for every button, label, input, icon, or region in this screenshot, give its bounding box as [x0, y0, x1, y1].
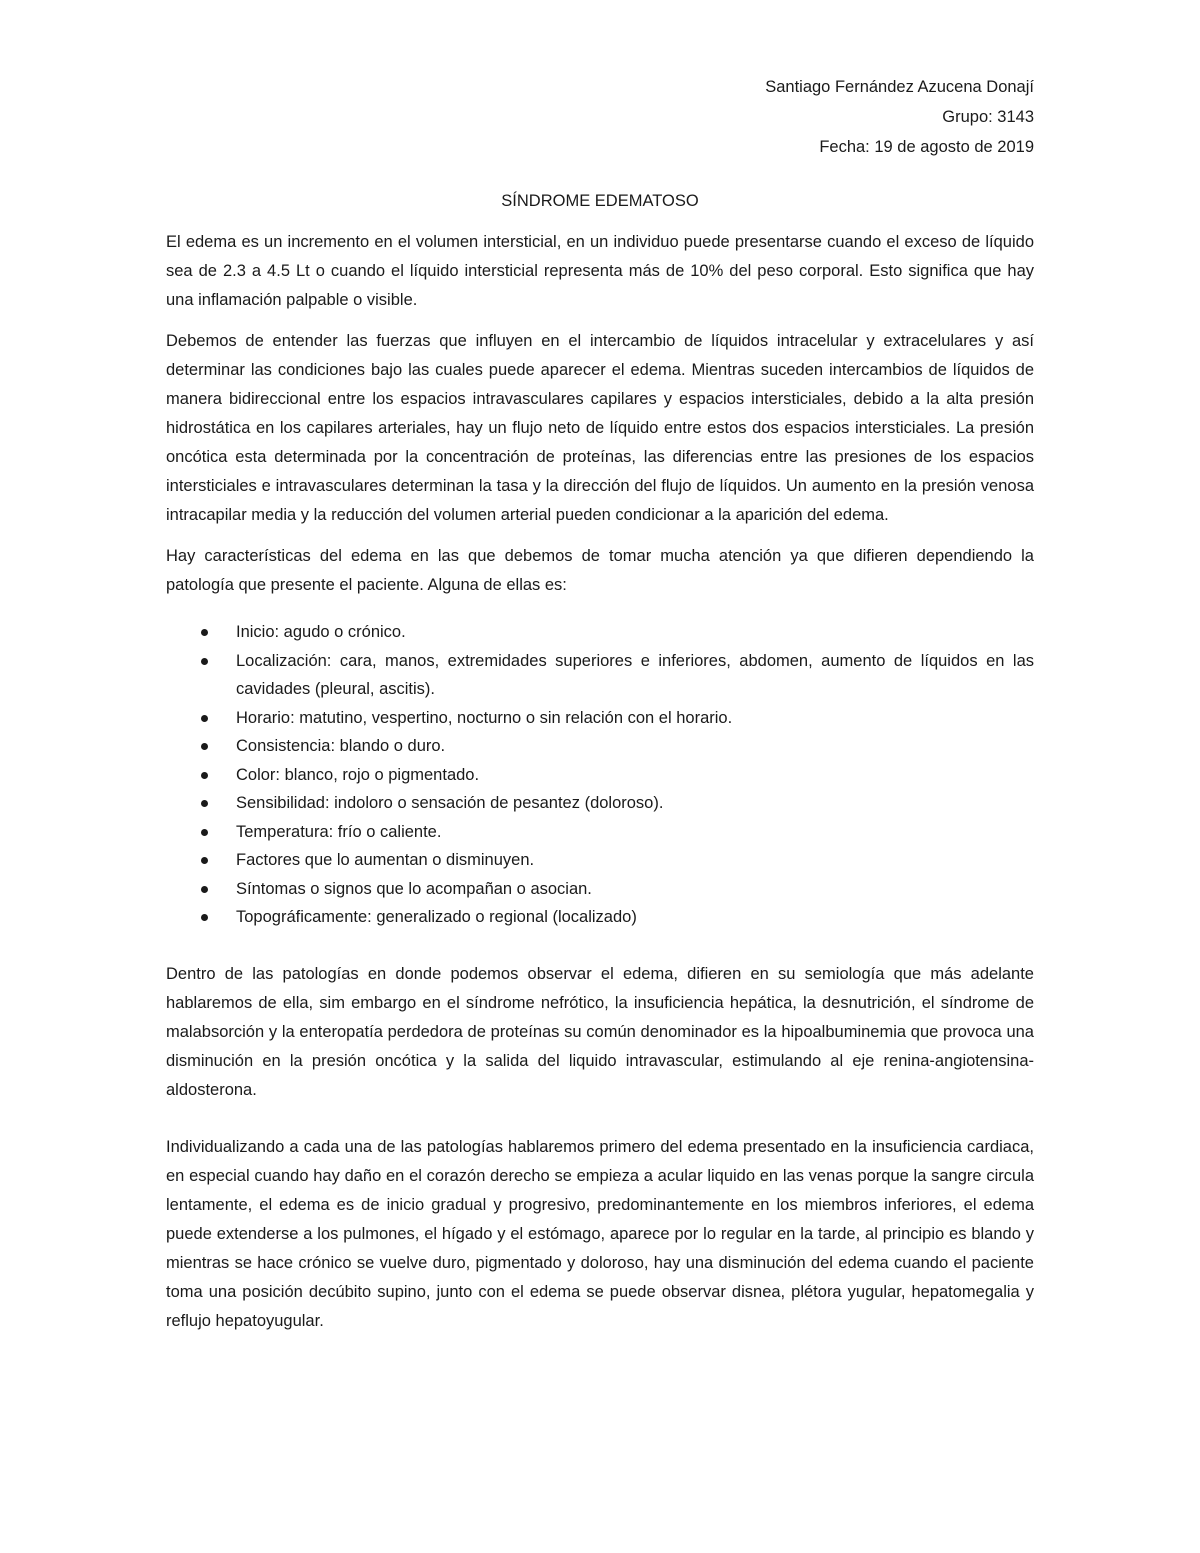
list-item-text: Inicio: agudo o crónico. [236, 623, 406, 641]
paragraph-pathologies: Dentro de las patologías en donde podemos observar el edema, difieren en su semiología que más adelante hablaremos de ella, sim embargo en el síndrome nefrótico, la insuficiencia hepática, la desnutrición, el síndrome de malabsorción y la enteropatía perdedora de proteínas su común denominador es la hipoalbuminemia que provoca una disminución en la presión oncótica y la salida del liquido intravascular, estimulando al eje renina-angiotensina-aldosterona. [166, 964, 1034, 1099]
bullet-icon [201, 829, 208, 836]
bullet-icon [201, 857, 208, 864]
paragraph-heart-failure: Individualizando a cada una de las patologías hablaremos primero del edema presentado en la insuficiencia cardiaca, en especial cuando hay daño en el corazón derecho se empieza a acular liquido en las venas porque la sangre circula lentamente, el edema es de inicio gradual y progresivo, predominantemente en los miembros inferiores, el edema puede extenderse a los pulmones, el hígado y el estómago, aparece por lo regular en la tarde, al principio es blando y mientras se hace crónico se vuelve duro, pigmentado y doloroso, hay una disminución del edema cuando el paciente toma una posición decúbito supino, junto con el edema se puede observar disnea, plétora yugular, hepatomegalia y reflujo hepatoyugular. [166, 1137, 1034, 1330]
bullet-icon [201, 658, 208, 665]
bullet-icon [201, 772, 208, 779]
list-item [236, 846, 1034, 875]
list-item-text: Localización: cara, manos, extremidades superiores e inferiores, abdomen, aumento de líquidos en las cavidades (pleural, ascitis). [236, 651, 1034, 698]
group-number: Grupo: 3143 [942, 108, 1034, 126]
list-item [236, 618, 1034, 647]
bullet-icon [201, 800, 208, 807]
list-item-text: Factores que lo aumentan o disminuyen. [236, 851, 535, 869]
document-title: SÍNDROME EDEMATOSO [501, 192, 699, 210]
document-date: Fecha: 19 de agosto de 2019 [819, 138, 1034, 156]
list-item-text: Horario: matutino, vespertino, nocturno o sin relación con el horario. [236, 708, 733, 727]
bullet-icon [201, 743, 208, 750]
list-item [236, 875, 1034, 904]
list-item [236, 704, 1034, 733]
list-item [236, 647, 1034, 704]
list-item [236, 761, 1034, 790]
list-item-text: Sensibilidad: indoloro o sensación de pesantez (doloroso). [236, 794, 664, 812]
list-item-text: Temperatura: frío o caliente. [236, 822, 442, 841]
list-item [236, 732, 1034, 761]
paragraph-definition: El edema es un incremento en el volumen intersticial, en un individuo puede presentarse cuando el exceso de líquido sea de 2.3 a 4.5 Lt o cuando el líquido intersticial representa más de 10% del peso corporal. Esto significa que hay una inflamación palpable o visible. [166, 233, 1034, 309]
paragraph-characteristics-intro: Hay características del edema en las que debemos de tomar mucha atención ya que difieren dependiendo la patología que presente el paciente. Alguna de ellas es: [166, 547, 1034, 594]
list-item-text: Topográficamente: generalizado o regional (localizado) [236, 908, 637, 926]
list-item [236, 903, 1034, 932]
bullet-icon [201, 886, 208, 893]
bullet-icon [201, 715, 208, 722]
list-item-text: Consistencia: blando o duro. [236, 737, 446, 755]
list-item [236, 789, 1034, 818]
list-item-text: Color: blanco, rojo o pigmentado. [236, 765, 480, 784]
characteristics-list [166, 618, 1034, 932]
document-header [166, 72, 1034, 162]
paragraph-fluid-exchange: Debemos de entender las fuerzas que influyen en el intercambio de líquidos intracelular y extracelulares y así determinar las condiciones bajo las cuales puede aparecer el edema. Mientras suceden intercambios de líquidos de manera bidireccional entre los espacios intravasculares capilares y espacios intersticiales, debido a la alta presión hidrostática en los capilares arteriales, hay un flujo neto de líquido entre estos dos espacios intersticiales. La presión oncótica esta determinada por la concentración de proteínas, las diferencias entre las presiones de los espacios intersticiales e intravasculares determinan la tasa y la dirección del flujo de líquidos. Un aumento en la presión venosa intracapilar media y la reducción del volumen arterial pueden condicionar a la aparición del edema. [166, 332, 1034, 524]
list-item [236, 818, 1034, 847]
bullet-icon [201, 629, 208, 636]
bullet-icon [201, 914, 208, 921]
author-name: Santiago Fernández Azucena Donají [765, 78, 1034, 96]
list-item-text: Síntomas o signos que lo acompañan o asocian. [236, 879, 592, 898]
